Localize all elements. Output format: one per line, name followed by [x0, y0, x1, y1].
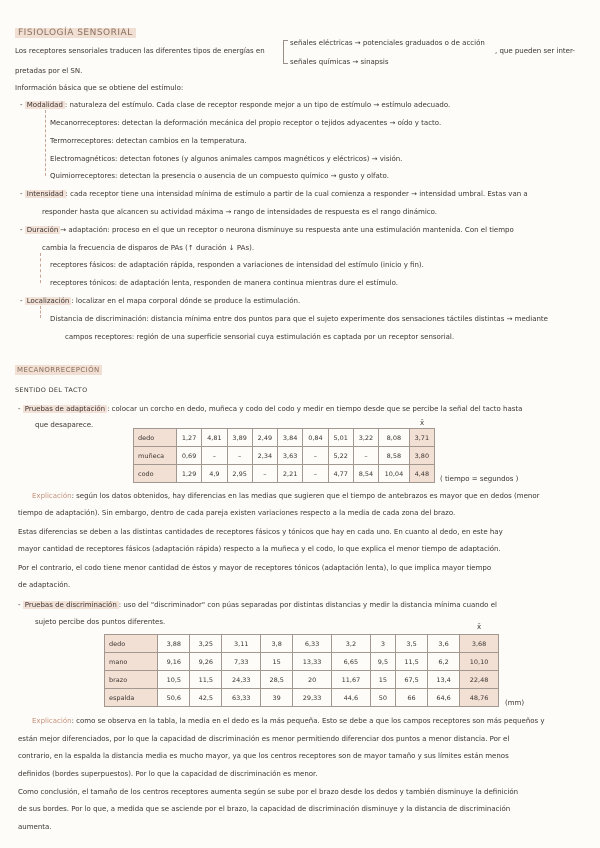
discriminacion-conclusion-line-3: aumenta. — [18, 823, 52, 831]
discriminacion-table-cell: 3 — [370, 635, 395, 653]
discriminacion-table-row — [105, 635, 499, 653]
adaptacion-table-cell: 2,21 — [278, 465, 303, 483]
discriminacion-table-row — [105, 653, 499, 671]
adaptacion-table-row — [134, 447, 435, 465]
adaptacion-table-cell: 2,34 — [252, 447, 277, 465]
discriminacion-table-mean-cell: 3,68 — [460, 635, 499, 653]
adaptacion-label: Pruebas de adaptación — [24, 405, 106, 413]
localizacion-text: : localizar en el mapa corporal dónde se produce la estimulación. — [71, 297, 301, 305]
discriminacion-table-row-label: espalda — [105, 689, 158, 707]
intensidad-line-1: - Intensidad : cada receptor tiene una intensidad mínima de estímulo a partir de la cual comienza a responder → intensidad umbral. Estas van a — [20, 190, 528, 198]
discriminacion-table-cell: 9,26 — [190, 653, 222, 671]
discriminacion-table-cell: 44,6 — [332, 689, 371, 707]
modalidad-item-electro: Electromagnéticos: detectan fotones (y algunos animales campos magnéticos y eléctricos) → visión. — [50, 155, 403, 163]
discriminacion-table-cell: 29,33 — [293, 689, 332, 707]
adaptacion-text: : colocar un corcho en dedo, muñeca y codo del codo y medir en tiempo desde que se percibe la señal del tacto hasta — [107, 405, 523, 413]
discriminacion-table-cell: 10,5 — [158, 671, 190, 689]
discriminacion-table-cell: 64,6 — [428, 689, 460, 707]
discriminacion-table-cell: 9,16 — [158, 653, 190, 671]
adaptacion-table-cell: 2,95 — [227, 465, 252, 483]
adaptacion-table-cell: 0,84 — [303, 429, 328, 447]
adaptacion-para1-line-2: mayor cantidad de receptores fásicos (adaptación rápida) respecto a la muñeca y el codo, lo que explica el menor tiempo de adaptación. — [18, 545, 501, 553]
adaptacion-table-row-label: codo — [134, 465, 177, 483]
discriminacion-table-cell: 13,4 — [428, 671, 460, 689]
modalidad-item-termo: Termorreceptores: detectan cambios en la temperatura. — [50, 137, 247, 145]
discriminacion-table-cell: 6,2 — [428, 653, 460, 671]
adaptacion-table-cell: 10,04 — [379, 465, 410, 483]
discriminacion-table — [104, 634, 499, 707]
discriminacion-table-cell: 3,88 — [158, 635, 190, 653]
discriminacion-table-cell: 63,33 — [222, 689, 261, 707]
discriminacion-table-cell: 15 — [370, 671, 395, 689]
duracion-item-tonicos: receptores tónicos: de adaptación lenta, responden de manera continua mientras dure el estímulo. — [50, 279, 398, 287]
adaptacion-line-1: - Pruebas de adaptación : colocar un corcho en dedo, muñeca y codo del codo y medir en tiempo desde que se percibe la señal del tacto hasta — [18, 405, 523, 413]
duracion-item-fasicos: receptores fásicos: de adaptación rápida, responden a variaciones de intensidad del estímulo (inicio y fin). — [50, 261, 424, 269]
adaptacion-table-row-label: muñeca — [134, 447, 177, 465]
discriminacion-line-1: - Pruebas de discriminación : uso del "discriminador" con púas separadas por distintas distancias y medir la distancia mínima cuando el — [18, 601, 497, 609]
duracion-text: → adaptación: proceso en el que un receptor o neurona disminuye su respuesta ante una estimulación mantenida. Con el tiempo — [60, 226, 514, 234]
discriminacion-table-cell: 50,6 — [158, 689, 190, 707]
discriminacion-conclusion-line-1: Como conclusión, el tamaño de los centros receptores aumenta según se sube por el brazo desde los dedos y también disminuye la definición — [18, 788, 519, 796]
discriminacion-explanation-line-3: contrario, en la espalda la distancia media es mucho mayor, ya que los centros receptores son de mayor tamaño y sus límites están menos — [18, 752, 509, 760]
discriminacion-label: Pruebas de discriminación — [24, 601, 117, 609]
discriminacion-table-row — [105, 671, 499, 689]
adaptacion-unit: ( tiempo = segundos ) — [440, 475, 519, 483]
adaptacion-para1-line-1: Estas diferencias se deben a las distintas cantidades de receptores fásicos y tónicos que hay en cada uno. En cuanto al dedo, en este hay — [18, 528, 503, 536]
discriminacion-table-row — [105, 689, 499, 707]
adaptacion-table-cell: 8,58 — [379, 447, 410, 465]
adaptacion-table-cell: – — [353, 447, 378, 465]
adaptacion-table-cell: 5,22 — [328, 447, 353, 465]
duracion-line-1: - Duración → adaptación: proceso en el que un receptor o neurona disminuye su respuesta ante una estimulación mantenida. Con el tiempo — [20, 226, 514, 234]
duracion-label: Duración — [26, 226, 59, 234]
discriminacion-table-mean-cell: 22,48 — [460, 671, 499, 689]
discriminacion-table-cell: 11,5 — [190, 671, 222, 689]
discriminacion-explanation-line-2: están mejor diferenciados, por lo que la capacidad de discriminación es menor permitiendo diferenciar dos puntos a menor distancia. Por el — [18, 735, 510, 743]
adaptacion-table-cell: 5,01 — [328, 429, 353, 447]
intensidad-label: Intensidad — [26, 190, 64, 198]
discriminacion-table-cell: 13,33 — [293, 653, 332, 671]
discriminacion-table-cell: 7,33 — [222, 653, 261, 671]
discriminacion-table-cell: 3,8 — [261, 635, 293, 653]
adaptacion-explanation-line-2: tiempo de adaptación). Sin embargo, dentro de cada pareja existen variaciones respecto a la media de cada zona del brazo. — [18, 509, 456, 517]
duracion-tree-line — [40, 253, 41, 283]
intro-brace — [283, 40, 288, 64]
adaptacion-table-row — [134, 465, 435, 483]
modalidad-label: Modalidad — [26, 101, 63, 109]
discriminacion-table-cell: 42,5 — [190, 689, 222, 707]
adaptacion-table-row-label: dedo — [134, 429, 177, 447]
discriminacion-table-cell: 15 — [261, 653, 293, 671]
adaptacion-table-cell: 8,08 — [379, 429, 410, 447]
intensidad-text: : cada receptor tiene una intensidad mínima de estímulo a partir de la cual comienza a responder → intensidad umbral. Estas van a — [65, 190, 528, 198]
discriminacion-explanation-label: Explicación — [32, 717, 72, 725]
localizacion-item-line-1: Distancia de discriminación: distancia mínima entre dos puntos para que el sujeto experimente dos sensaciones táctiles distintas → mediante — [50, 315, 548, 323]
modalidad-line: - Modalidad : naturaleza del estímulo. Cada clase de receptor responde mejor a un tipo de estímulo → estímulo adecuado. — [20, 101, 451, 109]
adaptacion-table-cell: – — [252, 465, 277, 483]
localizacion-line: - Localización : localizar en el mapa corporal dónde se produce la estimulación. — [20, 297, 301, 305]
discriminacion-table-cell: 6,33 — [293, 635, 332, 653]
adaptacion-table-cell: 4,81 — [202, 429, 227, 447]
discriminacion-explanation-line-4: definidos (bordes superpuestos). Por lo que la capacidad de discriminación es menor. — [18, 770, 318, 778]
discriminacion-line-2: sujeto percibe dos puntos diferentes. — [35, 618, 166, 626]
info-heading: Información básica que se obtiene del estímulo: — [15, 84, 184, 92]
adaptacion-table-cell: 3,84 — [278, 429, 303, 447]
adaptacion-table-cell: – — [303, 447, 328, 465]
adaptacion-para2-line-1: Por el contrario, el codo tiene menor cantidad de éstos y mayor de receptores tónicos (adaptación lenta), lo que implica mayor tiempo — [18, 564, 492, 572]
adaptacion-table-cell: – — [227, 447, 252, 465]
discriminacion-table-cell: 3,25 — [190, 635, 222, 653]
adaptacion-table-cell: 3,63 — [278, 447, 303, 465]
discriminacion-table-row-label: brazo — [105, 671, 158, 689]
adaptacion-table-cell: – — [303, 465, 328, 483]
adaptacion-table-cell: 4,9 — [202, 465, 227, 483]
discriminacion-table-row-label: dedo — [105, 635, 158, 653]
adaptacion-table-cell: 3,89 — [227, 429, 252, 447]
discriminacion-table-cell: 3,2 — [332, 635, 371, 653]
discriminacion-table-cell: 67,5 — [396, 671, 428, 689]
adaptacion-explanation-label: Explicación — [32, 492, 72, 500]
adaptacion-table-cell: 3,22 — [353, 429, 378, 447]
adaptacion-table — [133, 428, 435, 483]
adaptacion-table-mean-cell: 3,71 — [409, 429, 434, 447]
discriminacion-table-cell: 50 — [370, 689, 395, 707]
adaptacion-explanation-text: : según los datos obtenidos, hay diferencias en las medias que sugieren que el tiempo de antebrazos es mayor que en dedos (menor — [71, 492, 540, 500]
intro-branch-chemical: señales químicas → sinapsis — [290, 58, 389, 66]
discriminacion-unit: (mm) — [505, 699, 525, 707]
section-title-mecanorrecepcion: MECANORRECEPCIÓN — [17, 366, 100, 374]
discriminacion-table-cell: 6,65 — [332, 653, 371, 671]
adaptacion-table-row — [134, 429, 435, 447]
adaptacion-table-cell: 1,29 — [176, 465, 201, 483]
adaptacion-table-cell: 2,49 — [252, 429, 277, 447]
adaptacion-table-cell: 0,69 — [176, 447, 201, 465]
discriminacion-table-cell: 11,5 — [396, 653, 428, 671]
discriminacion-table-cell: 20 — [293, 671, 332, 689]
discriminacion-explanation-text: : como se observa en la tabla, la media en el dedo es la más pequeña. Esto se debe a que los campos receptores son más pequeños y — [71, 717, 545, 725]
localizacion-label: Localización — [26, 297, 70, 305]
discriminacion-table-cell: 28,5 — [261, 671, 293, 689]
discriminacion-table-mean-cell: 48,76 — [460, 689, 499, 707]
intro-line-1: Los receptores sensoriales traducen las diferentes tipos de energías en — [15, 47, 265, 55]
adaptacion-table-cell: 8,54 — [353, 465, 378, 483]
discriminacion-table-mean-cell: 10,10 — [460, 653, 499, 671]
duracion-line-2: cambia la frecuencia de disparos de PAs (↑ duración ↓ PAs). — [42, 244, 255, 252]
adaptacion-mean-symbol: x̄ — [420, 419, 425, 427]
discriminacion-explanation-line-1 — [32, 716, 545, 726]
intro-line-1-end: , que pueden ser inter- — [495, 47, 575, 55]
modalidad-tree-line — [45, 110, 46, 176]
discriminacion-table-cell: 3,11 — [222, 635, 261, 653]
subsection-title-tacto: SENTIDO DEL TACTO — [15, 386, 88, 394]
discriminacion-table-cell: 3,5 — [396, 635, 428, 653]
discriminacion-mean-symbol: x̄ — [477, 623, 482, 631]
adaptacion-table-mean-cell: 4,48 — [409, 465, 434, 483]
localizacion-tree-line — [40, 306, 41, 318]
adaptacion-line-2: que desaparece. — [35, 421, 94, 429]
discriminacion-table-cell: 9,5 — [370, 653, 395, 671]
discriminacion-table-cell: 3,6 — [428, 635, 460, 653]
intensidad-line-2: responder hasta que alcancen su actividad máxima → rango de intensidades de respuesta es el rango dinámico. — [42, 208, 438, 216]
discriminacion-table-cell: 66 — [396, 689, 428, 707]
adaptacion-table-cell: 4,77 — [328, 465, 353, 483]
intro-line-2: pretadas por el SN. — [15, 67, 83, 75]
discriminacion-table-cell: 11,67 — [332, 671, 371, 689]
page-title: FISIOLOGÍA SENSORIAL — [15, 28, 136, 38]
discriminacion-table-row-label: mano — [105, 653, 158, 671]
modalidad-text: : naturaleza del estímulo. Cada clase de receptor responde mejor a un tipo de estímulo → estímulo adecuado. — [64, 101, 451, 109]
discriminacion-table-cell: 39 — [261, 689, 293, 707]
discriminacion-conclusion-line-2: de sus bordes. Por lo que, a medida que se asciende por el brazo, la capacidad de discriminación disminuye y la distancia de discriminación — [18, 805, 511, 813]
adaptacion-table-mean-cell: 3,80 — [409, 447, 434, 465]
adaptacion-para2-line-2: de adaptación. — [18, 581, 71, 589]
modalidad-item-mecano: Mecanorreceptores: detectan la deformación mecánica del propio receptor o tejidos adyacentes → oído y tacto. — [50, 119, 442, 127]
adaptacion-explanation-line-1 — [32, 491, 540, 501]
localizacion-item-line-2: campos receptores: región de una superficie sensorial cuya estimulación es captada por un receptor sensorial. — [65, 333, 455, 341]
modalidad-item-quimio: Quimiorreceptores: detectan la presencia o ausencia de un compuesto químico → gusto y olfato. — [50, 172, 389, 180]
discriminacion-text: : uso del "discriminador" con púas separadas por distintas distancias y medir la distancia mínima cuando el — [118, 601, 497, 609]
adaptacion-table-cell: 1,27 — [176, 429, 201, 447]
intro-branch-electric: señales eléctricas → potenciales graduados o de acción — [290, 39, 485, 47]
discriminacion-table-cell: 24,33 — [222, 671, 261, 689]
adaptacion-table-cell: – — [202, 447, 227, 465]
